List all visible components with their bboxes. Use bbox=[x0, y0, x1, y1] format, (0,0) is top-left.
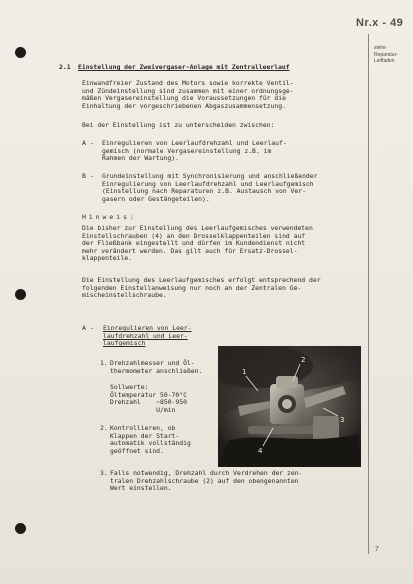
step-3-text: Falls notwendig, Drehzahl durch Verdrehen der zen- tralen Drehzahlschraube (2) auf den obengenannten Wert einstellen. bbox=[110, 469, 303, 493]
side-note: siehe Reparatur- Leitfaden bbox=[374, 45, 398, 64]
item-b-label: B - bbox=[82, 172, 94, 180]
step-1-text: Drehzahlmesser und Öl- thermometer anschließen. bbox=[110, 359, 203, 375]
binder-hole-top bbox=[15, 47, 26, 58]
step-2-number: 2. bbox=[100, 424, 108, 432]
page-number: Nr.x - 49 bbox=[356, 17, 404, 29]
step-3-number: 3. bbox=[100, 469, 108, 477]
distinction-paragraph: Bei der Einstellung ist zu unterscheiden zwischen: bbox=[82, 121, 275, 129]
item-a-text: Einregulieren von Leerlaufdrehzahl und Leerlauf- gemisch (normale Vergasereinstellung z.B. im Rahmen der Wartung). bbox=[102, 139, 287, 163]
note-paragraph: Die bisher zur Einstellung des Leerlaufgemisches verwendeten Einstellschrauben (4) an den Drosselklappenteilen sind auf der Fließbank eingestellt und dürfen im Kundendienst nicht mehr verändert werden. Das gilt auch für Ersatz-Drossel- klappenteile. bbox=[82, 224, 313, 263]
mixture-paragraph: Die Einstellung des Leerlaufgemisches erfolgt entsprechend der folgenden Einstellanweisung nur noch an der Zentralen Ge- mischeinstellschraube. bbox=[82, 276, 321, 300]
procedure-a-title: Einregulieren von Leer- laufdrehzahl und Leer- laufgemisch bbox=[103, 324, 192, 348]
step-1-target-values: Sollwerte: Öltemperatur 50-70°C Drehzahl ~850-950 U/min bbox=[110, 383, 187, 414]
margin-rule bbox=[368, 34, 369, 554]
carburetor-photo bbox=[218, 346, 361, 467]
item-b-text: Grundeinstellung mit Synchronisierung und anschließender Einregulierung von Leerlaufdrehzahl und Leerlaufgemisch (Einstellung nach Reparaturen z.B. Austausch von Ver- gasern oder Gestängeteilen). bbox=[102, 172, 318, 203]
section-title: Einstellung der Zweivergaser-Anlage mit Zentralleerlauf bbox=[78, 63, 290, 71]
intro-paragraph: Einwandfreier Zustand des Motors sowie korrekte Ventil- und Zündeinstellung sind zusammen mit einer ordnungsge- mäßen Vergasereinstellung die Voraussetzungen für die Einhaltung der vorgeschriebenen Abgaszusammensetzung. bbox=[82, 79, 294, 110]
binder-hole-middle bbox=[15, 289, 26, 300]
step-2-text: Kontrollieren, ob Klappen der Start- automatik vollständig geöffnet sind. bbox=[110, 424, 191, 455]
photo-callout-3: 3 bbox=[340, 416, 345, 424]
binder-hole-bottom bbox=[15, 523, 26, 534]
photo-callout-4: 4 bbox=[258, 447, 263, 455]
note-heading: Hinweis: bbox=[82, 213, 137, 221]
item-a-label: A - bbox=[82, 139, 94, 147]
step-1-number: 1. bbox=[100, 359, 108, 367]
section-number: 2.1 bbox=[59, 63, 71, 71]
procedure-a-label: A - bbox=[82, 324, 94, 332]
carburetor-illustration bbox=[218, 346, 361, 467]
photo-callout-1: 1 bbox=[242, 368, 247, 376]
footer-page-number: 7 bbox=[375, 546, 379, 553]
photo-callout-2: 2 bbox=[301, 356, 306, 364]
